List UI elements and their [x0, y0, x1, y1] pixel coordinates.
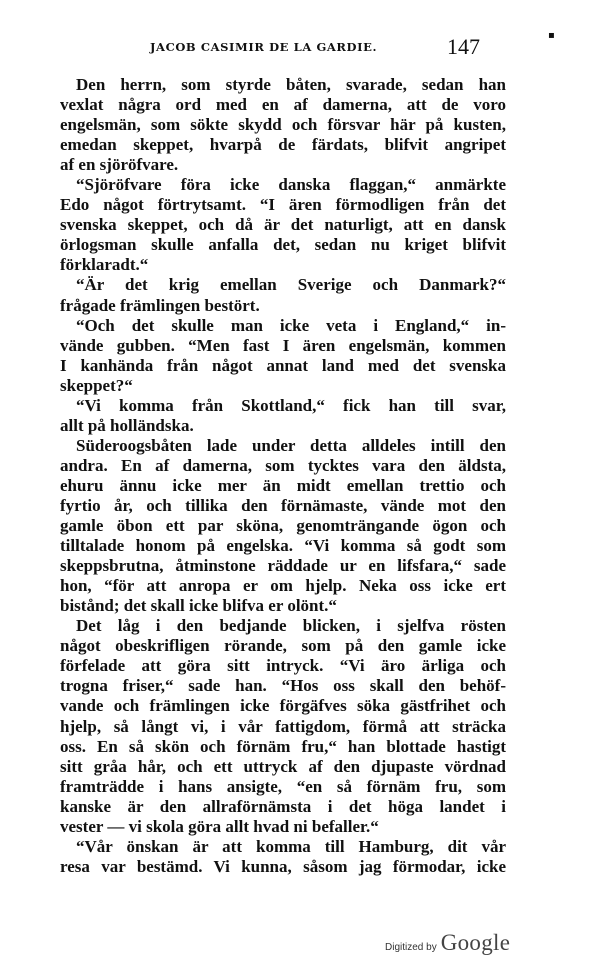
text-line: skeppet?“	[60, 375, 133, 395]
text-line: ehuru ännu icke mer än midt emellan trettio och	[60, 475, 506, 495]
text-line: allt på holländska.	[60, 415, 194, 435]
text-line: engelsmän, som sökte skydd och försvar här på kusten,	[60, 115, 506, 135]
text-line: Den herrn, som styrde båten, svarade, sedan han	[76, 75, 506, 94]
digitized-by-watermark	[385, 930, 510, 956]
text-line: något obeskrifligen rörande, som på den gamle icke	[60, 636, 506, 656]
text-line: skeppsbrutna, åtminstone räddade ur en lifsfara,“ sade	[60, 556, 506, 576]
text-line: örlogsman skulle anfalla det, sedan nu kriget blifvit	[60, 235, 506, 255]
text-line: kanske är den allraförnämsta i det höga landet i	[60, 796, 506, 816]
text-line: af en sjöröfvare.	[60, 155, 179, 175]
page-number: 147	[447, 34, 480, 59]
text-line: gamle öbon ett par sköna, genomträngande ögon och	[60, 516, 506, 536]
text-line: vände gubben. “Men fast I ären engelsmän, kommen	[60, 335, 506, 355]
text-line: svenska skeppet, och då är det naturligt, att en dansk	[60, 215, 506, 235]
text-line: emedan skeppet, hvarpå de färdats, blifvit angripet	[60, 135, 506, 155]
text-line: fyrtio år, och tillika den förnämaste, vände mot den	[60, 495, 506, 515]
running-title: JACOB CASIMIR DE LA GARDIE.	[150, 40, 378, 54]
text-line: “Sjöröfvare föra icke danska flaggan,“ anmärkte	[76, 175, 506, 195]
text-line: frågade främlingen bestört.	[60, 295, 260, 315]
text-line: oss. En så skön och förnäm fru,“ han blottade hastigt	[60, 736, 506, 756]
text-line: “Är det krig emellan Sverige och Danmark?“	[76, 275, 506, 295]
google-logo: Google	[440, 930, 511, 955]
text-line: framträdde i hans ansigte, “en så förnäm fru, som	[60, 776, 506, 796]
text-line: hon, “för att anropa er om hjelp. Neka oss icke ert	[60, 576, 506, 596]
text-line: bistånd; det skall icke blifva er olönt.“	[60, 596, 337, 616]
text-line: resa var bestämd. Vi kunna, såsom jag förmodar, icke	[60, 856, 506, 876]
text-line: “Vår önskan är att komma till Hamburg, dit vår	[76, 836, 506, 856]
text-line: “Och det skulle man icke veta i England,“ in-	[76, 315, 506, 335]
digitized-label: Digitized by	[385, 942, 437, 953]
text-line: förklaradt.“	[60, 255, 149, 275]
corner-mark: ▪	[548, 30, 555, 41]
text-line: Det låg i den bedjande blicken, i sjelfva rösten	[76, 616, 506, 636]
text-line: “Vi komma från Skottland,“ fick han till svar,	[76, 395, 506, 415]
text-line: förfelade att göra sitt intryck. “Vi äro ärliga och	[60, 656, 506, 676]
text-line: I kanhända från något annat land med det svenska	[60, 355, 506, 375]
text-line: sitt gråa hår, och ett uttryck af den djupaste vördnad	[60, 756, 506, 776]
text-line: hjelp, så långt vi, i vår fattigdom, förmå att sträcka	[60, 716, 506, 736]
text-line: trogna friser,“ sade han. “Hos oss skall den behöf-	[60, 676, 506, 696]
text-line: andra. En af damerna, som tycktes vara den äldsta,	[60, 455, 506, 475]
text-line: vexlat några ord med en af damerna, att de voro	[60, 95, 506, 115]
text-line: tilltalade honom på engelska. “Vi komma så godt som	[60, 536, 506, 556]
text-line: vande och främlingen icke förgäfves söka gästfrihet och	[60, 696, 506, 716]
text-line: Süderoogsbåten lade under detta alldeles intill den	[76, 435, 506, 455]
body-text	[60, 75, 506, 877]
text-line: vester — vi skola göra allt hvad ni befaller.“	[60, 816, 379, 836]
text-line: Edo något förtrytsamt. “I ären förmodligen från det	[60, 195, 506, 215]
